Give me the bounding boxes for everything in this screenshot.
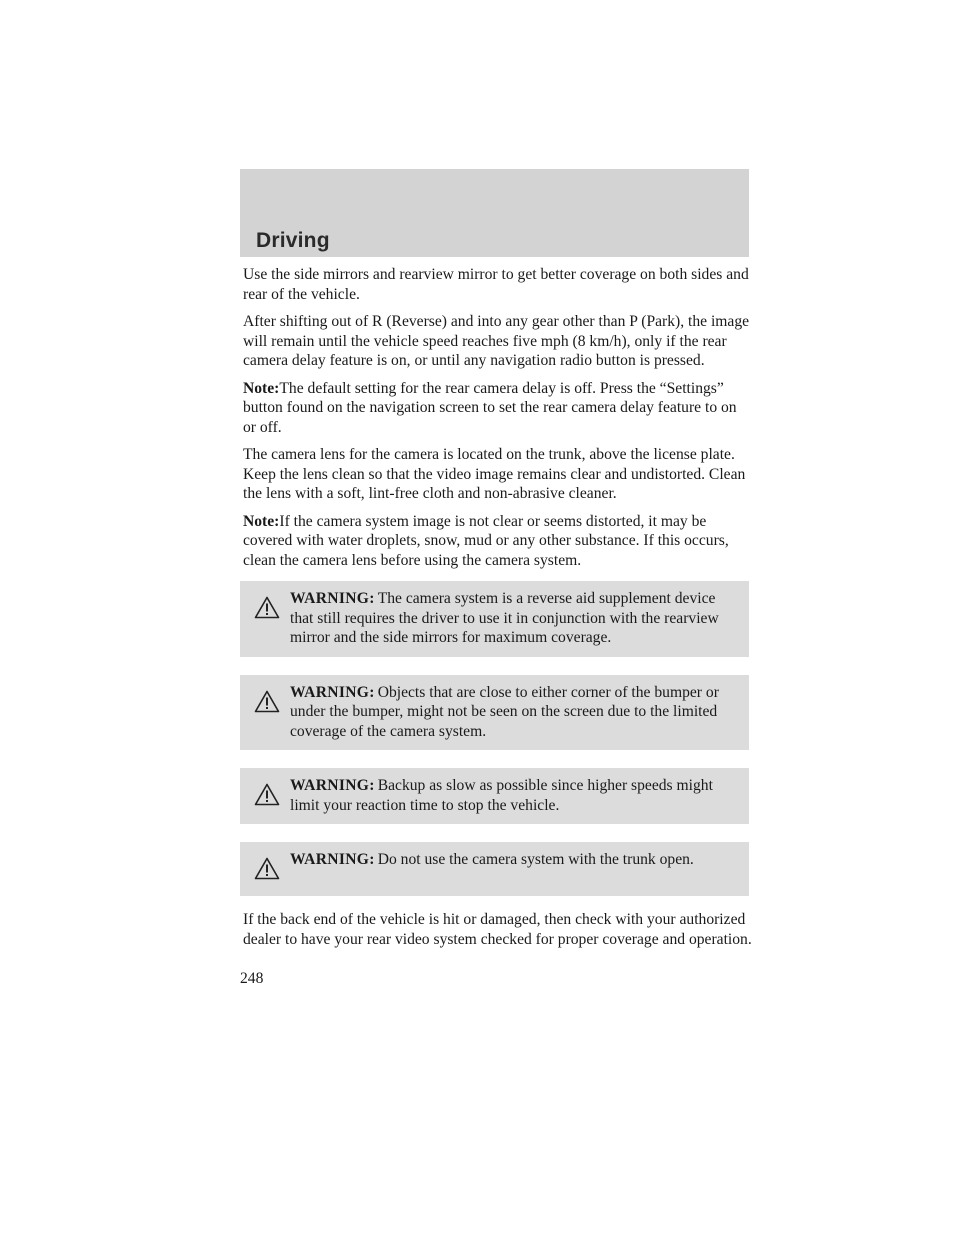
warning-body: Objects that are close to either corner of the bumper or under the bumper, might not be seen on the screen due to the limited coverage of the camera system. bbox=[290, 683, 719, 740]
paragraph: The camera lens for the camera is located on the trunk, above the license plate. Keep the lens clean so that the video image remains clear and undistorted. Clean the lens with a soft, lint-free cloth and non-abrasive cleaner. bbox=[243, 446, 746, 502]
note-label: Note: bbox=[243, 512, 280, 530]
warning-triangle-icon bbox=[254, 783, 280, 806]
warning-text bbox=[246, 850, 741, 870]
paragraph: Use the side mirrors and rearview mirror to get better coverage on both sides and rear of the vehicle. bbox=[243, 266, 749, 303]
note-label: Note: bbox=[243, 379, 280, 397]
warning-box bbox=[240, 768, 749, 824]
page-content bbox=[243, 265, 753, 957]
warning-text bbox=[246, 589, 741, 648]
warning-triangle-icon bbox=[254, 596, 280, 619]
warning-body: Do not use the camera system with the trunk open. bbox=[377, 851, 694, 868]
warning-text bbox=[246, 776, 741, 815]
paragraph: After shifting out of R (Reverse) and into any gear other than P (Park), the image will remain until the vehicle speed reaches five mph (8 km/h), only if the rear camera delay feature is on, or until any navigation radio button is pressed. bbox=[243, 313, 750, 369]
note bbox=[243, 512, 753, 571]
note-text: The default setting for the rear camera delay is off. Press the “Settings” button found on the navigation screen to set the rear camera delay feature to on or off. bbox=[243, 379, 737, 436]
warning-body: Backup as slow as possible since higher speeds might limit your reaction time to stop the vehicle. bbox=[290, 777, 713, 814]
warning-label: WARNING: bbox=[290, 777, 375, 794]
warning-label: WARNING: bbox=[290, 851, 375, 868]
warning-box bbox=[240, 675, 749, 751]
warning-label: WARNING: bbox=[290, 683, 375, 701]
section-title: Driving bbox=[256, 229, 330, 252]
warning-text bbox=[246, 683, 741, 742]
note bbox=[243, 379, 753, 438]
paragraph: If the back end of the vehicle is hit or damaged, then check with your authorized dealer to have your rear video system checked for proper coverage and operation. bbox=[243, 911, 752, 948]
warning-box bbox=[240, 581, 749, 657]
warning-body: The camera system is a reverse aid supplement device that still requires the driver to use it in conjunction with the rearview mirror and the side mirrors for maximum coverage. bbox=[290, 590, 719, 646]
warning-triangle-icon bbox=[254, 857, 280, 880]
warning-triangle-icon bbox=[254, 690, 280, 713]
warning-label: WARNING: bbox=[290, 590, 375, 607]
note-text: If the camera system image is not clear or seems distorted, it may be covered with water droplets, snow, mud or any other substance. If this occurs, clean the camera lens before using the camera system. bbox=[243, 512, 729, 569]
page-number: 248 bbox=[240, 970, 264, 987]
warning-box bbox=[240, 842, 749, 896]
section-header bbox=[240, 169, 749, 257]
